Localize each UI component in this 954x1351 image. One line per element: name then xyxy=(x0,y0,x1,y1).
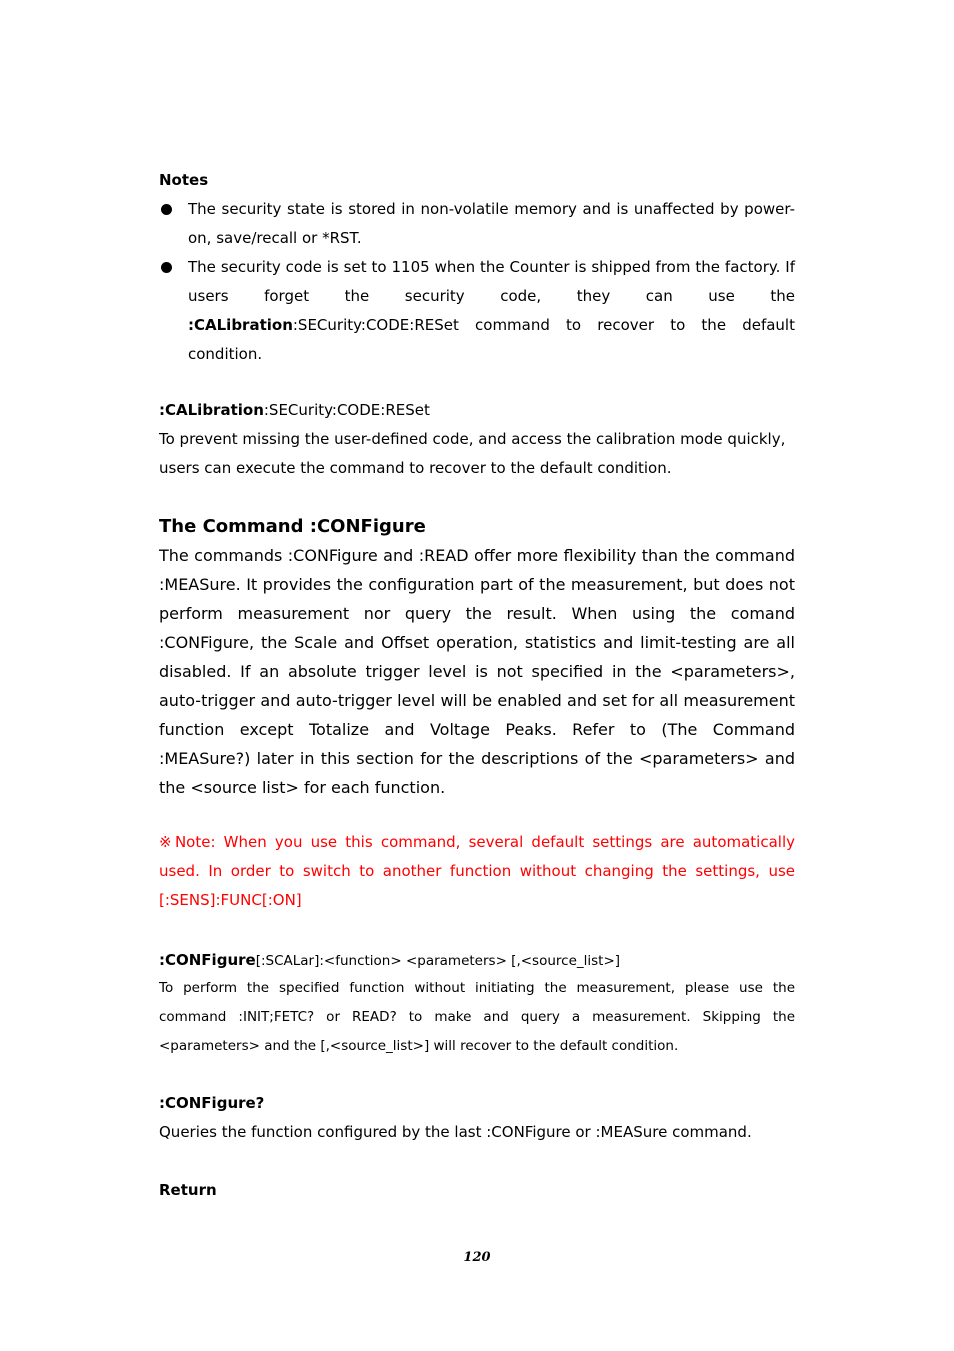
list-item: The security state is stored in non-volatile memory and is unaffected by power-on, save/recall or *RST. xyxy=(159,195,795,253)
cal-reset-description: To prevent missing the user-defined code, and access the calibration mode quickly, users can execute the command to recover to the default condition. xyxy=(159,430,786,477)
configure-query-command: :CONFigure? xyxy=(159,1094,265,1112)
command-name: :CALibration xyxy=(188,316,293,334)
cal-reset-command: :CALibration:SECurity:CODE:RESet xyxy=(159,401,430,419)
configure-description: To perform the specified function without initiating the measurement, please use the command :INIT;FETC? or READ? to make and query a measurement. Skipping the <parameters> and the [,<source_list>] will recover to the default condition. xyxy=(159,980,795,1054)
page-number: 120 xyxy=(463,1250,491,1265)
section-body: The commands :CONFigure and :READ offer more flexibility than the command :MEASure. It provides the configuration part of the measurement, but does not perform measurement nor query the result. When using the comand :CONFigure, the Scale and Offset operation, statistics and limit-testing are all disabled. If an absolute trigger level is not specified in the <parameters>, auto-trigger and auto-trigger level will be enabled and set for all measurement function except Totalize and Voltage Peaks. Refer to (The Command :MEASure?) later in this section for the descriptions of the <parameters> and the <source list> for each function. xyxy=(159,546,795,797)
bullet-icon xyxy=(161,262,172,273)
configure-command: :CONFigure[:SCALar]:<function> <parameters> [,<source_list>] xyxy=(159,951,621,969)
list-item: The security code is set to 1105 when the Counter is shipped from the factory. If users forget the security code, they can use the :CALibration:SECurity:CODE:RESet command to recover to the default condition. xyxy=(159,253,795,369)
bullet-icon xyxy=(161,204,172,215)
notes-heading: Notes xyxy=(159,171,209,189)
configure-query-description: Queries the function configured by the last :CONFigure or :MEASure command. xyxy=(159,1123,752,1141)
section-title: The Command :CONFigure xyxy=(159,516,426,537)
note-text: ※Note: When you use this command, several default settings are automatically used. In order to switch to another function without changing the settings, use [:SENS]:FUNC[:ON] xyxy=(159,833,795,909)
return-heading: Return xyxy=(159,1181,217,1199)
notes-list xyxy=(159,195,795,369)
